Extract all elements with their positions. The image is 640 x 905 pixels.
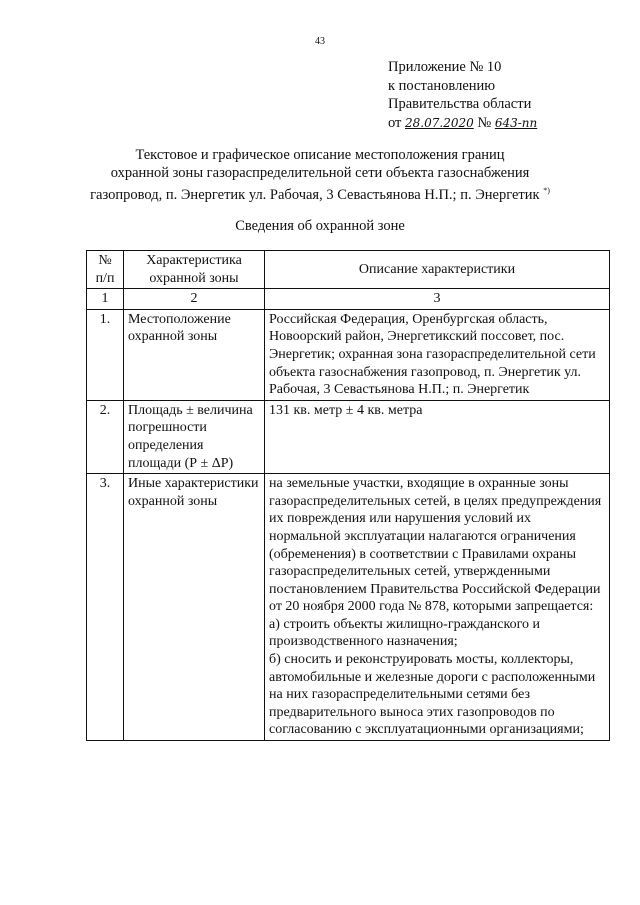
row-description: Российская Федерация, Оренбургская область, Новоорский район, Энергетикский поссовет, пос. Энергетик; охранная зона газораспределительной сети объекта газоснабжения газопровод, п. Энергетик ул. Рабочая, 3 Севастьянова Н.П.; п. Энергетик	[265, 309, 610, 400]
index-cell: 3	[265, 289, 610, 310]
index-cell: 2	[124, 289, 265, 310]
table-index-row	[87, 289, 610, 310]
section-title: Сведения об охранной зоне	[235, 218, 405, 234]
header-cell: № п/п	[87, 251, 124, 289]
row-number: 2.	[87, 400, 124, 473]
table-row	[87, 474, 610, 741]
row-description: на земельные участки, входящие в охранные зоны газораспределительных сетей, в целях предупреждения их повреждения или нарушения условий их нормальной эксплуатации налагаются ограничения (обременения) в соответствии с Правилами охраны газораспределительных сетей, утвержденными постановлением Правительства Российской Федерации от 20 ноября 2000 года № 878, которыми запрещается:	[269, 476, 602, 615]
row-number: 3.	[87, 474, 124, 741]
date-prefix: от	[388, 114, 402, 131]
handwritten-number: 643-пп	[494, 115, 538, 130]
index-cell: 1	[87, 289, 124, 310]
title-line	[40, 182, 600, 204]
row-description: 131 кв. метр ± 4 кв. метра	[265, 400, 610, 473]
page-number: 43	[315, 36, 325, 47]
header-cell: Характеристика охранной зоны	[124, 251, 265, 289]
header-cell: Описание характеристики	[265, 251, 610, 289]
row-characteristic: Иные характеристики охранной зоны	[124, 474, 265, 741]
number-sign: №	[477, 114, 492, 131]
table-row	[87, 400, 610, 473]
restriction-item: а) строить объекты жилищно-гражданского и производственного назначения;	[269, 616, 540, 650]
appendix-line: Правительства области	[388, 96, 532, 112]
title-line: охранной зоны газораспределительной сети объекта газоснабжения	[110, 165, 530, 181]
appendix-block	[388, 58, 537, 132]
footnote-mark: *)	[543, 186, 550, 195]
appendix-line: к постановлению	[388, 77, 496, 94]
title-line-text: газопровод, п. Энергетик ул. Рабочая, 3 Севастьянова Н.П.; п. Энергетик	[90, 186, 540, 203]
row-description-cell	[265, 474, 610, 741]
row-characteristic: Местоположение охранной зоны	[124, 309, 265, 400]
handwritten-date: 28.07.2020	[405, 115, 474, 130]
appendix-line: Приложение № 10	[388, 59, 502, 75]
title-line: Текстовое и графическое описание местоположения границ	[135, 147, 505, 163]
appendix-date-line	[388, 114, 537, 133]
table-row	[87, 309, 610, 400]
restriction-item: б) сносить и реконструировать мосты, коллекторы, автомобильные и железные дороги с расположенными на них газораспределительными сетями без предварительного выноса этих газопроводов по согласованию с эксплуатационными организациями;	[269, 652, 596, 738]
row-characteristic: Площадь ± величина погрешности определения площади (Р ± ΔР)	[124, 400, 265, 473]
row-number: 1.	[87, 309, 124, 400]
table-header-row	[87, 251, 610, 289]
zone-info-table	[86, 250, 610, 741]
document-title	[40, 146, 600, 204]
